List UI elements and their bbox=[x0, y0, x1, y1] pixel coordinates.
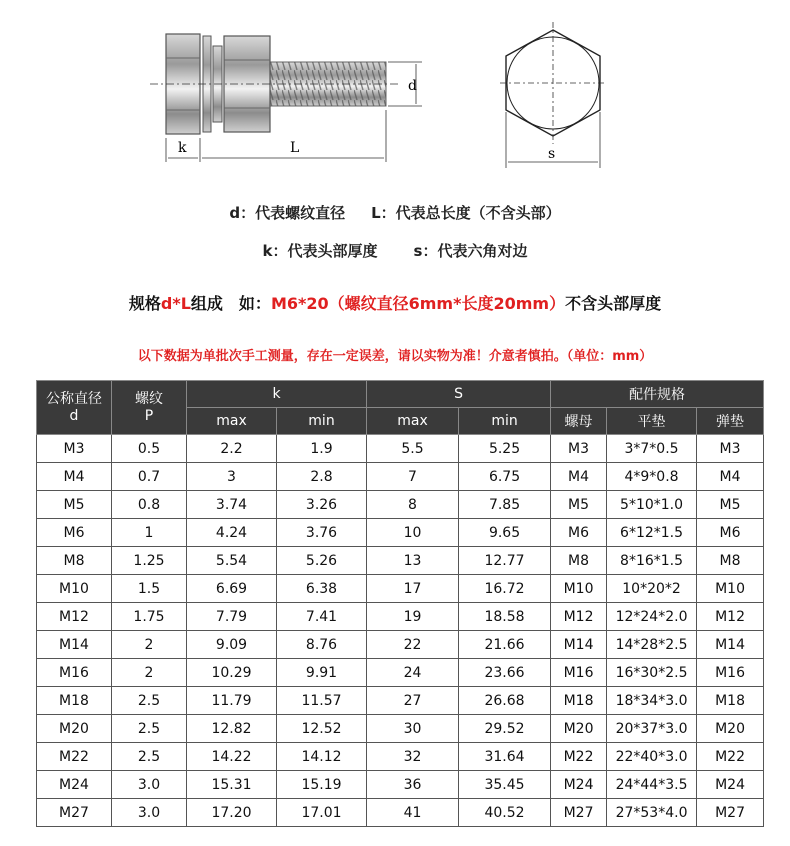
table-cell: 0.8 bbox=[112, 491, 187, 519]
table-cell: 3*7*0.5 bbox=[607, 435, 697, 463]
table-cell: M27 bbox=[37, 799, 112, 827]
table-cell: 14.12 bbox=[277, 743, 367, 771]
table-cell: 5*10*1.0 bbox=[607, 491, 697, 519]
table-cell: 6.69 bbox=[187, 575, 277, 603]
table-cell: 9.91 bbox=[277, 659, 367, 687]
legend-s: s：代表六角对边 bbox=[413, 242, 528, 260]
table-cell: 9.65 bbox=[459, 519, 551, 547]
table-cell: 0.5 bbox=[112, 435, 187, 463]
table-row bbox=[37, 435, 764, 463]
table-cell: 12.82 bbox=[187, 715, 277, 743]
table-row bbox=[37, 715, 764, 743]
table-cell: 27*53*4.0 bbox=[607, 799, 697, 827]
table-cell: 10.29 bbox=[187, 659, 277, 687]
table-row bbox=[37, 631, 764, 659]
label-d: d bbox=[408, 78, 417, 94]
table-cell: 2 bbox=[112, 631, 187, 659]
table-cell: 16*30*2.5 bbox=[607, 659, 697, 687]
table-cell: M20 bbox=[551, 715, 607, 743]
spec-prefix: 规格 bbox=[128, 294, 161, 313]
table-cell: 11.57 bbox=[277, 687, 367, 715]
table-cell: 3.0 bbox=[112, 799, 187, 827]
table-cell: 14*28*2.5 bbox=[607, 631, 697, 659]
header-spring-washer: 弹垫 bbox=[697, 408, 764, 435]
legend-d: d：代表螺纹直径 bbox=[229, 204, 346, 222]
table-cell: 1.25 bbox=[112, 547, 187, 575]
table-cell: 3.0 bbox=[112, 771, 187, 799]
table-cell: M27 bbox=[697, 799, 764, 827]
header-nut: 螺母 bbox=[551, 408, 607, 435]
table-cell: 23.66 bbox=[459, 659, 551, 687]
table-cell: 7.41 bbox=[277, 603, 367, 631]
table-cell: 4.24 bbox=[187, 519, 277, 547]
table-cell: M20 bbox=[697, 715, 764, 743]
table-cell: 10 bbox=[367, 519, 459, 547]
spec-format-line bbox=[0, 291, 790, 314]
spec-mid: 组成 如： bbox=[190, 294, 271, 313]
spec-table bbox=[36, 380, 764, 827]
table-cell: M14 bbox=[697, 631, 764, 659]
table-cell: 7.85 bbox=[459, 491, 551, 519]
table-cell: M12 bbox=[697, 603, 764, 631]
table-cell: 6.38 bbox=[277, 575, 367, 603]
table-cell: 31.64 bbox=[459, 743, 551, 771]
table-cell: M6 bbox=[37, 519, 112, 547]
table-cell: M14 bbox=[37, 631, 112, 659]
table-cell: M24 bbox=[697, 771, 764, 799]
table-cell: M3 bbox=[697, 435, 764, 463]
label-L: L bbox=[290, 140, 300, 156]
table-cell: M18 bbox=[551, 687, 607, 715]
table-cell: 6.75 bbox=[459, 463, 551, 491]
table-cell: 17.20 bbox=[187, 799, 277, 827]
table-cell: 3 bbox=[187, 463, 277, 491]
table-cell: M22 bbox=[37, 743, 112, 771]
table-cell: 22 bbox=[367, 631, 459, 659]
legend-L: L：代表总长度（不含头部） bbox=[371, 204, 561, 222]
table-cell: 5.26 bbox=[277, 547, 367, 575]
table-cell: 1 bbox=[112, 519, 187, 547]
bolt-diagram bbox=[0, 0, 790, 190]
table-cell: 12.77 bbox=[459, 547, 551, 575]
table-row bbox=[37, 463, 764, 491]
table-cell: M8 bbox=[37, 547, 112, 575]
table-cell: 30 bbox=[367, 715, 459, 743]
table-cell: 15.19 bbox=[277, 771, 367, 799]
header-s-max: max bbox=[367, 408, 459, 435]
table-cell: 3.26 bbox=[277, 491, 367, 519]
table-cell: 8.76 bbox=[277, 631, 367, 659]
table-cell: M12 bbox=[551, 603, 607, 631]
table-cell: M22 bbox=[697, 743, 764, 771]
table-row bbox=[37, 659, 764, 687]
table-row bbox=[37, 575, 764, 603]
table-cell: 2.2 bbox=[187, 435, 277, 463]
table-cell: 7 bbox=[367, 463, 459, 491]
table-cell: M18 bbox=[37, 687, 112, 715]
table-cell: M10 bbox=[551, 575, 607, 603]
table-cell: 7.79 bbox=[187, 603, 277, 631]
table-cell: M24 bbox=[551, 771, 607, 799]
table-cell: 18*34*3.0 bbox=[607, 687, 697, 715]
table-cell: 17 bbox=[367, 575, 459, 603]
table-cell: M16 bbox=[551, 659, 607, 687]
header-s: S bbox=[367, 381, 551, 408]
measurement-notice: 以下数据为单批次手工测量，存在一定误差，请以实物为准！介意者慎拍。（单位：mm） bbox=[137, 349, 653, 364]
table-row bbox=[37, 743, 764, 771]
table-cell: 3.74 bbox=[187, 491, 277, 519]
table-cell: 2.5 bbox=[112, 715, 187, 743]
table-cell: 12*24*2.0 bbox=[607, 603, 697, 631]
table-cell: 17.01 bbox=[277, 799, 367, 827]
table-cell: 8 bbox=[367, 491, 459, 519]
table-cell: M6 bbox=[697, 519, 764, 547]
table-cell: 35.45 bbox=[459, 771, 551, 799]
table-cell: 6*12*1.5 bbox=[607, 519, 697, 547]
table-cell: 1.9 bbox=[277, 435, 367, 463]
spec-formula: d*L bbox=[160, 294, 191, 313]
header-pitch: 螺纹 P bbox=[112, 381, 187, 435]
table-cell: M22 bbox=[551, 743, 607, 771]
header-nominal-diameter: 公称直径 d bbox=[37, 381, 112, 435]
table-cell: M4 bbox=[551, 463, 607, 491]
table-cell: M18 bbox=[697, 687, 764, 715]
table-cell: 27 bbox=[367, 687, 459, 715]
table-cell: 41 bbox=[367, 799, 459, 827]
table-row bbox=[37, 603, 764, 631]
table-row bbox=[37, 687, 764, 715]
table-cell: M16 bbox=[697, 659, 764, 687]
legend-line-1 bbox=[0, 202, 790, 223]
table-cell: 29.52 bbox=[459, 715, 551, 743]
table-cell: 18.58 bbox=[459, 603, 551, 631]
header-k-max: max bbox=[187, 408, 277, 435]
table-cell: 2.8 bbox=[277, 463, 367, 491]
table-cell: 10*20*2 bbox=[607, 575, 697, 603]
spec-suffix: 不含头部厚度 bbox=[565, 294, 662, 313]
table-cell: 2 bbox=[112, 659, 187, 687]
table-cell: 19 bbox=[367, 603, 459, 631]
table-cell: M4 bbox=[37, 463, 112, 491]
table-body bbox=[37, 435, 764, 827]
table-cell: 2.5 bbox=[112, 687, 187, 715]
table-cell: 21.66 bbox=[459, 631, 551, 659]
table-cell: 9.09 bbox=[187, 631, 277, 659]
table-cell: 15.31 bbox=[187, 771, 277, 799]
table-cell: 16.72 bbox=[459, 575, 551, 603]
table-cell: M6 bbox=[551, 519, 607, 547]
spec-example: M6*20（螺纹直径6mm*长度20mm） bbox=[270, 294, 566, 313]
table-cell: 22*40*3.0 bbox=[607, 743, 697, 771]
table-row bbox=[37, 799, 764, 827]
table-cell: M10 bbox=[37, 575, 112, 603]
table-cell: M27 bbox=[551, 799, 607, 827]
table-cell: M5 bbox=[697, 491, 764, 519]
table-row bbox=[37, 771, 764, 799]
table-cell: M3 bbox=[37, 435, 112, 463]
table-cell: 1.5 bbox=[112, 575, 187, 603]
table-cell: 13 bbox=[367, 547, 459, 575]
table-cell: M24 bbox=[37, 771, 112, 799]
table-cell: 4*9*0.8 bbox=[607, 463, 697, 491]
table-cell: 36 bbox=[367, 771, 459, 799]
table-cell: 8*16*1.5 bbox=[607, 547, 697, 575]
table-cell: 5.5 bbox=[367, 435, 459, 463]
table-cell: 14.22 bbox=[187, 743, 277, 771]
table-cell: M14 bbox=[551, 631, 607, 659]
bolt-side-view bbox=[150, 34, 398, 134]
table-cell: 26.68 bbox=[459, 687, 551, 715]
table-cell: M16 bbox=[37, 659, 112, 687]
table-cell: M3 bbox=[551, 435, 607, 463]
table-cell: 5.54 bbox=[187, 547, 277, 575]
table-cell: M8 bbox=[697, 547, 764, 575]
table-cell: M20 bbox=[37, 715, 112, 743]
table-cell: 0.7 bbox=[112, 463, 187, 491]
table-cell: 2.5 bbox=[112, 743, 187, 771]
label-k: k bbox=[178, 140, 187, 156]
header-s-min: min bbox=[459, 408, 551, 435]
table-cell: M4 bbox=[697, 463, 764, 491]
table-cell: M10 bbox=[697, 575, 764, 603]
table-cell: 32 bbox=[367, 743, 459, 771]
table-cell: 5.25 bbox=[459, 435, 551, 463]
table-cell: M5 bbox=[551, 491, 607, 519]
table-cell: 12.52 bbox=[277, 715, 367, 743]
table-row bbox=[37, 519, 764, 547]
table-cell: 1.75 bbox=[112, 603, 187, 631]
table-cell: M5 bbox=[37, 491, 112, 519]
table-cell: 20*37*3.0 bbox=[607, 715, 697, 743]
table-cell: 24*44*3.5 bbox=[607, 771, 697, 799]
table-cell: 11.79 bbox=[187, 687, 277, 715]
table-cell: 3.76 bbox=[277, 519, 367, 547]
table-cell: 24 bbox=[367, 659, 459, 687]
label-s: s bbox=[548, 146, 556, 162]
header-parts: 配件规格 bbox=[551, 381, 764, 408]
table-row bbox=[37, 547, 764, 575]
header-flat-washer: 平垫 bbox=[607, 408, 697, 435]
header-k-min: min bbox=[277, 408, 367, 435]
legend-k: k：代表头部厚度 bbox=[262, 242, 378, 260]
table-cell: 40.52 bbox=[459, 799, 551, 827]
legend-line-2 bbox=[0, 240, 790, 261]
header-k: k bbox=[187, 381, 367, 408]
table-row bbox=[37, 491, 764, 519]
table-cell: M12 bbox=[37, 603, 112, 631]
table-cell: M8 bbox=[551, 547, 607, 575]
